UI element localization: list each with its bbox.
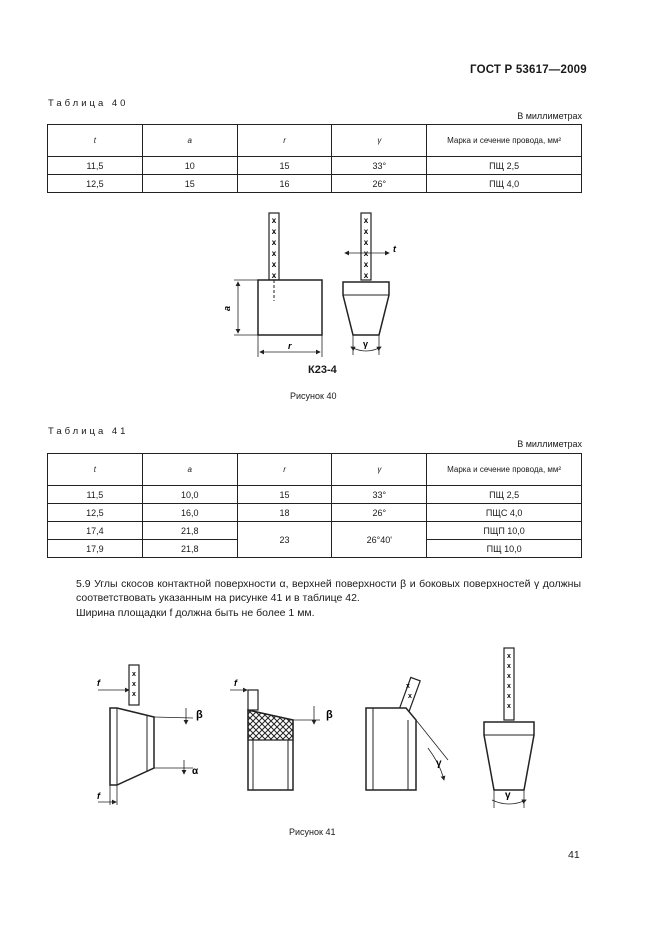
width-f-label-view2: f — [234, 678, 237, 688]
table-cell: 12,5 — [48, 504, 143, 522]
table-cell: ПЩ 10,0 — [427, 540, 582, 558]
figure-40-drawing — [220, 205, 420, 380]
svg-text:x: x — [271, 249, 277, 258]
svg-text:x: x — [507, 693, 511, 700]
table-header-row — [48, 125, 582, 157]
view-side-gamma — [366, 677, 448, 790]
table-row — [48, 175, 582, 193]
angle-gamma-label: γ — [363, 339, 369, 349]
angle-beta-label: β — [196, 709, 203, 721]
table-cell: 12,5 — [48, 175, 143, 193]
column-header: Марка и сечение провода, мм² — [427, 125, 582, 157]
svg-text:x: x — [363, 216, 369, 225]
svg-text:x: x — [507, 673, 511, 680]
svg-text:x: x — [507, 683, 511, 690]
wire-left-view — [269, 213, 279, 280]
table-cell-merged: 26°40' — [332, 522, 427, 558]
column-header: γ — [332, 125, 427, 157]
column-header: t — [48, 454, 143, 486]
table-cell: ПЩС 4,0 — [427, 504, 582, 522]
dimension-r-label: r — [288, 341, 292, 351]
svg-text:x: x — [408, 693, 412, 700]
table-row — [48, 157, 582, 175]
table-row — [48, 522, 582, 540]
svg-text:x: x — [363, 238, 369, 247]
svg-text:x: x — [132, 671, 136, 678]
svg-text:x: x — [507, 703, 511, 710]
brush-body-front — [258, 280, 322, 335]
column-header: a — [142, 125, 237, 157]
figure-40-caption: Рисунок 40 — [290, 391, 337, 401]
paragraph-5-9: 5.9 Углы скосов контактной поверхности α, верхней поверхности β и боковых поверхностей γ должны соответствовать указанным на рисунке 41 и в таблице 42. — [76, 578, 581, 604]
table-cell: 26° — [332, 504, 427, 522]
angle-beta-label-view2: β — [326, 709, 333, 721]
column-header: t — [48, 125, 143, 157]
figure-40-model-label: К23-4 — [308, 364, 337, 376]
width-f-label-top: f — [97, 678, 100, 688]
svg-text:x: x — [363, 260, 369, 269]
column-header: Марка и сечение провода, мм² — [427, 454, 582, 486]
table-cell: 15 — [237, 157, 332, 175]
dimension-a-label: a — [222, 305, 232, 311]
brush-body-side — [343, 282, 389, 335]
view-hatched-top — [230, 690, 320, 790]
column-header: a — [142, 454, 237, 486]
svg-text:x: x — [363, 227, 369, 236]
figure-41-drawing — [88, 640, 558, 810]
svg-text:x: x — [271, 227, 277, 236]
table-cell: 21,8 — [142, 540, 237, 558]
table-40-caption: Таблица 40 — [48, 98, 129, 109]
svg-text:x: x — [507, 663, 511, 670]
table-cell: 10 — [142, 157, 237, 175]
table-cell: ПЩ 2,5 — [427, 486, 582, 504]
table-cell: 18 — [237, 504, 332, 522]
table-41-caption: Таблица 41 — [48, 426, 129, 437]
view-alpha-beta — [98, 665, 193, 805]
document-header: ГОСТ Р 53617—2009 — [470, 64, 587, 76]
svg-text:x: x — [363, 271, 369, 280]
table-cell-merged: 23 — [237, 522, 332, 558]
svg-text:x: x — [271, 271, 277, 280]
table-cell: ПЩ 4,0 — [427, 175, 582, 193]
table-41 — [47, 453, 582, 558]
svg-text:x: x — [271, 260, 277, 269]
svg-text:x: x — [271, 238, 277, 247]
svg-text:x: x — [271, 216, 277, 225]
table-cell: ПЩП 10,0 — [427, 522, 582, 540]
table-cell: 16 — [237, 175, 332, 193]
table-40-units: В миллиметрах — [517, 111, 582, 121]
angle-gamma-label-view3: γ — [436, 758, 442, 769]
dimension-t-label: t — [393, 244, 396, 254]
page-number: 41 — [568, 849, 580, 861]
table-cell: 26° — [332, 175, 427, 193]
column-header: r — [237, 125, 332, 157]
svg-text:x: x — [132, 691, 136, 698]
table-cell: 17,4 — [48, 522, 143, 540]
figure-41-caption: Рисунок 41 — [289, 827, 336, 837]
angle-gamma-label-view4: γ — [505, 790, 511, 801]
angle-alpha-label: α — [192, 766, 199, 777]
table-cell: 33° — [332, 486, 427, 504]
table-cell: 10,0 — [142, 486, 237, 504]
table-row — [48, 486, 582, 504]
column-header: γ — [332, 454, 427, 486]
table-cell: 15 — [237, 486, 332, 504]
svg-text:x: x — [132, 681, 136, 688]
table-cell: ПЩ 2,5 — [427, 157, 582, 175]
wire-side-view — [361, 213, 371, 280]
table-cell: 16,0 — [142, 504, 237, 522]
table-header-row — [48, 454, 582, 486]
svg-text:x: x — [507, 653, 511, 660]
table-cell: 11,5 — [48, 486, 143, 504]
table-cell: 33° — [332, 157, 427, 175]
width-f-label-bottom: f — [97, 791, 100, 801]
table-41-units: В миллиметрах — [517, 439, 582, 449]
paragraph-platform-width: Ширина площадки f должна быть не более 1 мм. — [76, 607, 315, 619]
svg-text:x: x — [406, 683, 410, 690]
table-row — [48, 504, 582, 522]
table-cell: 17,9 — [48, 540, 143, 558]
table-cell: 11,5 — [48, 157, 143, 175]
view-front-gamma — [484, 648, 534, 808]
table-cell: 15 — [142, 175, 237, 193]
column-header: r — [237, 454, 332, 486]
table-40 — [47, 124, 582, 193]
svg-text:x: x — [363, 249, 369, 258]
table-cell: 21,8 — [142, 522, 237, 540]
